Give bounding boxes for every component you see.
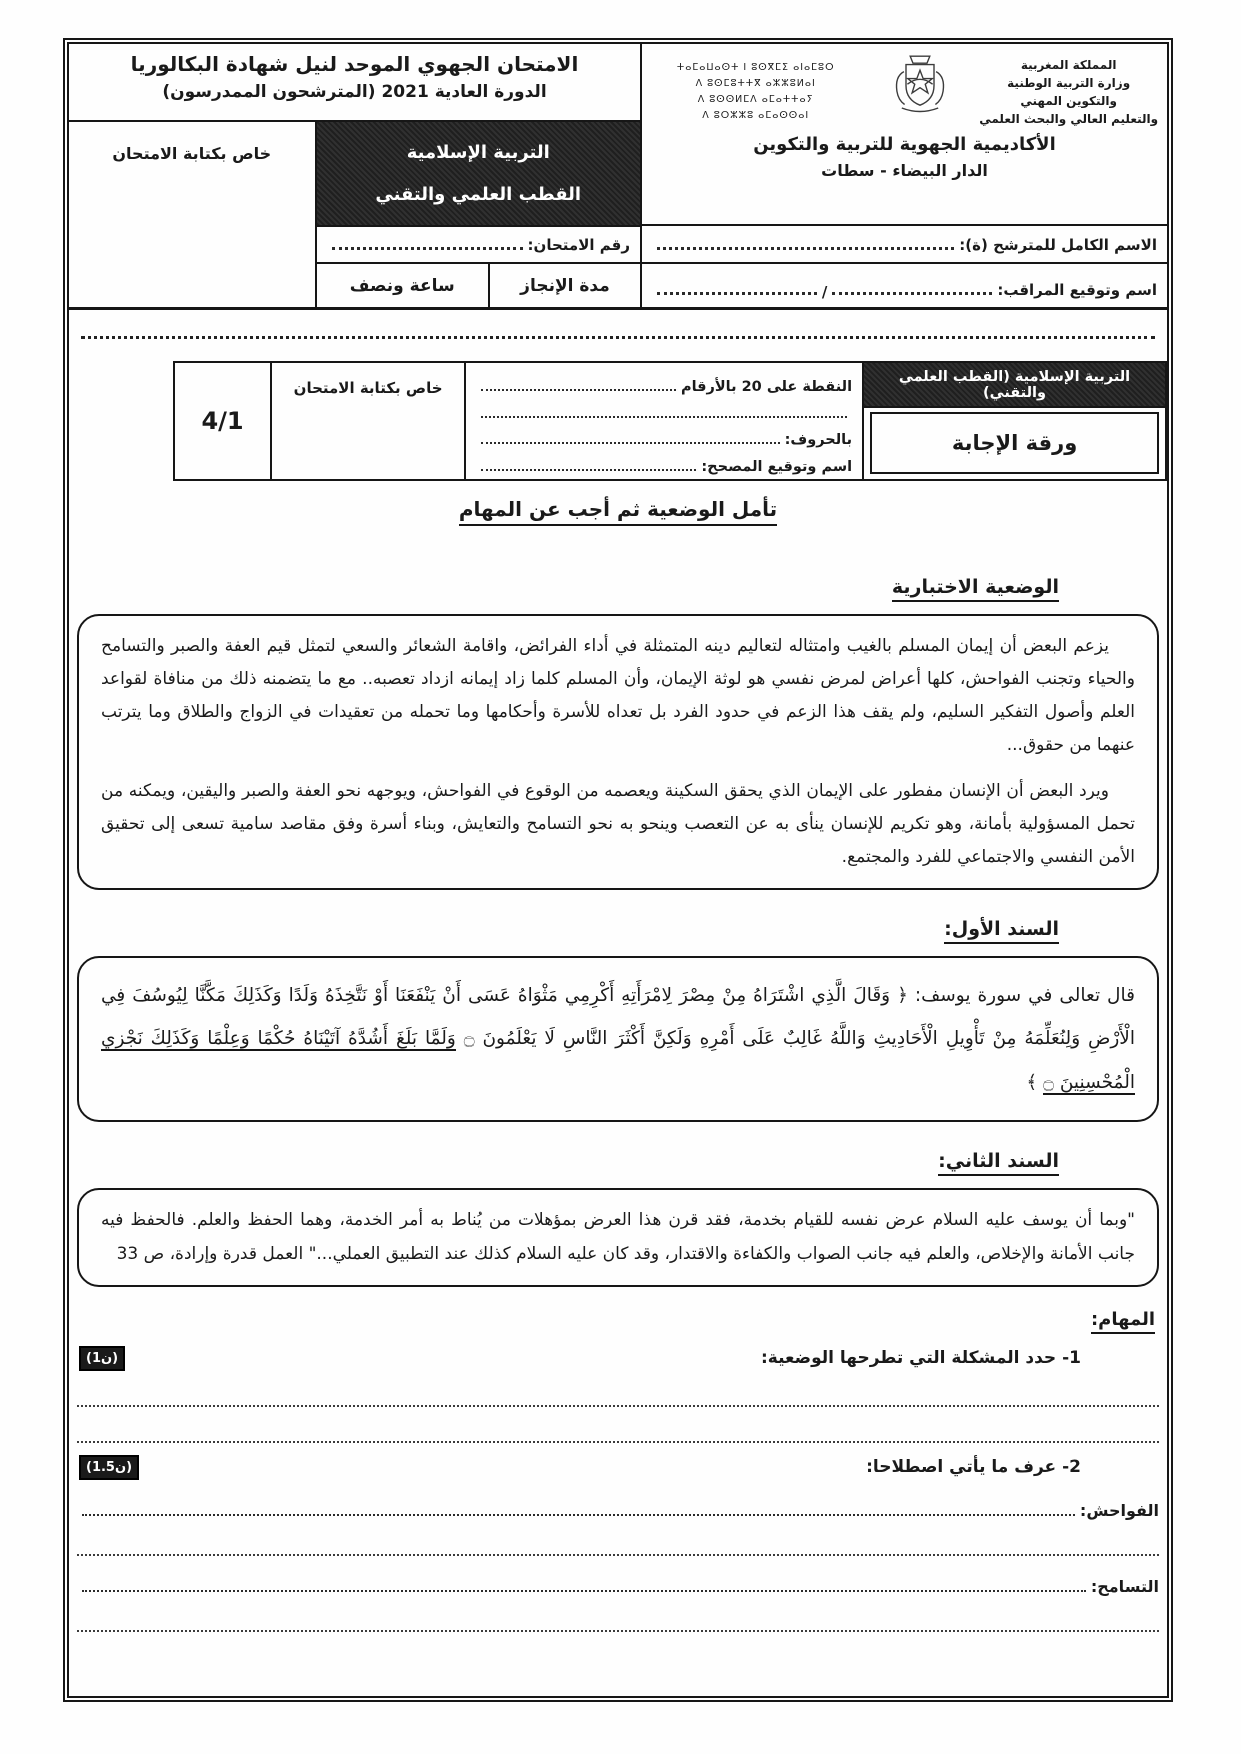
verse-text-underlined: وَلَمَّا بَلَغَ أَشُدَّهُ آتَيْنَاهُ حُكْمًا وَعِلْمًا وَكَذَلِكَ نَجْزِي الْمُحْسِنِينَ ۝ [101,1028,1135,1093]
situation-paragraph-1: يزعم البعض أن إيمان المسلم بالغيب وامتثاله لتعاليم دينه المتمثلة في أداء الفرائض، واقامة الشعائر والسعي لتمثل قيم العفة والصبر والتسامح والحياء وتجنب الفواحش، كلها أعراض لمرض نفسي هو لوثة الإيمان، وأن المسلم كلما زاد إيمانه ازداد تعصبه.. مع ما يتضمنه ذلك من منافاة لقواعد العلم وأصول التفكير السليم، ولم يقف هذا الزعم في حدود الفرد بل تعداه للأسرة وأحكامها وما تحمله من تعقيدات في الزواج والطلاق وما يترتب عنهما من حقوق... [101,636,1135,756]
candidate-name-label: الاسم الكامل للمترشح (ة): [959,236,1157,254]
task-1-points-badge: (ن1) [79,1346,125,1371]
instruction-title: تأمل الوضعية ثم أجب عن المهام [459,497,777,526]
mark-words-label: بالحروف: [784,432,853,449]
kingdom-line: وزارة التربية الوطنية [1007,76,1131,90]
kingdom-line: المملكة المغربية [1020,58,1117,72]
tifinagh-line: ⴷ ⵓⵔⵣⵣⵓ ⴰⵎⴰⵙⵙⴰⵏ [702,110,810,122]
answer-dotted-line [77,1407,1159,1443]
mark-numeric-field [476,369,852,395]
ministry-column [640,44,1167,307]
subject-name: التربية الإسلامية [406,142,550,164]
marker-signature-dotted-line [481,469,696,471]
verse-closing-bracket: ﴾ [1026,1071,1038,1093]
marker-signature-label: اسم وتوقيع المصحح: [701,458,853,475]
exam-title-block [69,44,640,122]
answer-sheet-cell [862,363,1165,479]
duration-value: ساعة ونصف [349,275,455,296]
task-2-text: 2- عرف ما يأتي اصطلاحا: [866,1457,1081,1478]
answer-sheet-label: ورقة الإجابة [951,431,1078,455]
verse-intro: قال تعالى في سورة يوسف: [914,984,1135,1006]
academy-region: الدار البيضاء - سطات [821,161,988,180]
mark-words-field [476,422,852,448]
task-1-text: 1- حدد المشكلة التي تطرحها الوضعية: [761,1348,1081,1369]
task-2-row [79,1455,1157,1480]
sheet-number: 4/1 [201,407,244,435]
exam-header [69,44,1167,310]
marker-signature-field [476,449,852,475]
term-fawahish-label: الفواحش: [1079,1500,1159,1520]
mark-continuation-field [476,396,852,422]
page-frame [63,38,1173,1702]
candidate-name-dotted-line [657,247,954,250]
term-tasamuh-label: التسامح: [1090,1576,1159,1596]
ministry-block [642,44,1167,226]
exam-number-dotted-line [332,247,523,250]
invigilator-label: اسم وتوقيع المراقب: [997,281,1157,299]
mark-continuation-dotted-line [481,416,847,418]
ministry-tifinagh-text [648,52,863,125]
subject-banner [317,122,640,227]
kingdom-line: والتكوين المهني [1020,94,1117,108]
subject-stream: القطب العلمي والتقني [375,183,582,205]
mark-numeric-label: النقطة على 20 بالأرقام [680,379,853,395]
tifinagh-line: ⴷ ⵓⵙⵎⵓⵜⵜⴳ ⴰⵣⵣⵓⵍⴰⵏ [695,78,816,90]
exam-number-field [317,227,640,264]
exam-subheader [69,122,640,307]
answer-sheet-subject-banner: التربية الإسلامية (القطب العلمي والتقني) [864,363,1165,408]
coat-of-arms-logo [869,52,972,122]
score-table [173,361,1167,481]
academy-name: الأكاديمية الجهوية للتربية والتكوين [753,134,1056,155]
tifinagh-line: ⵜⴰⵎⴰⵡⴰⵙⵜ ⵏ ⵓⵙⴳⵎⵉ ⴰⵏⴰⵎⵓⵔ [676,62,835,73]
writing-office-note: خاص بكتابة الامتحان [112,144,272,163]
score-cell [464,363,862,479]
ministry-arabic-text [976,52,1161,128]
invigilator-dotted-line [657,292,817,295]
situation-box [77,614,1159,890]
writing-office-note-2: خاص بكتابة الامتحان [270,363,464,479]
duration-row [317,264,640,307]
tasks-heading: المهام: [1091,1309,1155,1334]
sanad2-text: "وبما أن يوسف عليه السلام عرض نفسه للقيام بخدمة، فقد قرن هذا العرض بمؤهلات من يُناط به أمر الخدمة، وهما الحفظ والعلم. فالحفظ فيه جانب الأمانة والإخلاص، والعلم فيه جانب الصواب والكفاءة والاقتدار، وقد كان عليه السلام كذلك عند التطبيق العملي..." العمل قدرة وإرادة، ص 33 [101,1210,1135,1264]
tifinagh-line: ⴷ ⵓⵙⵙⵍⵎⴷ ⴰⵎⴰⵜⵜⴰⵢ [697,94,814,106]
verse-text: ﴿ وَقَالَ الَّذِي اشْتَرَاهُ مِنْ مِصْرَ لِامْرَأَتِهِ أَكْرِمِي مَثْوَاهُ عَسَى أَنْ يَنْفَعَنَا أَوْ نَتَّخِذَهُ وَلَدًا وَكَذَلِكَ مَكَّنَّا لِيُوسُفَ فِي الْأَرْضِ وَلِنُعَلِّمَهُ مِنْ تَأْوِيلِ الْأَحَادِيثِ وَاللَّهُ غَالِبٌ عَلَى أَمْرِهِ وَلَكِنَّ أَكْثَرَ النَّاسِ لَا يَعْلَمُونَ ۝ [101,984,1135,1050]
task-1-row [79,1346,1157,1371]
sanad2-box [77,1188,1159,1286]
quran-verse-box [77,956,1159,1122]
academy-block [648,134,1161,180]
exam-title: الامتحان الجهوي الموحد لنيل شهادة البكالوريا [130,52,579,76]
situation-paragraph-2: ويرد البعض أن الإنسان مفطور على الإيمان الذي يحقق السكينة ويعصمه من الوقوع في الفواحش، ويوجهه نحو العفة والصبر واليقين، ويمكنه من تحمل المسؤولية بأمانة، وهو تكريم للإنسان ينأى به عن التعصب وينحو به نحو التسامح والتعايش، وبناء أسرة وفق مقاصد سامية تسعى إلى تحقيق الأمن النفسي والاجتماعي للفرد والمجتمع. [101,780,1135,867]
invigilator-separator: / [821,283,828,301]
situation-heading: الوضعية الاختبارية [892,576,1059,602]
sanad2-heading: السند الثاني: [938,1150,1059,1176]
answer-dotted-line [77,1371,1159,1407]
answer-dotted-line [77,1520,1159,1556]
mark-numeric-dotted-line [481,389,676,391]
dotted-separator [81,336,1155,339]
term-fawahish-row [77,1482,1159,1520]
answer-dotted-line [82,1590,1086,1592]
ministry-row [648,52,1161,128]
term-tasamuh-row [77,1558,1159,1596]
exam-column [69,44,640,307]
subject-column [315,122,640,307]
invigilator-dotted-line [832,292,992,295]
answer-dotted-line [82,1514,1075,1516]
invigilator-field [642,264,1167,307]
candidate-name-field [642,226,1167,264]
exam-session: الدورة العادية 2021 (المترشحون الممدرسون) [162,82,547,102]
answer-sheet-box [870,412,1159,474]
answer-dotted-line [77,1596,1159,1632]
mark-words-dotted-line [481,442,780,444]
kingdom-line: والتعليم العالي والبحث العلمي [979,112,1159,126]
duration-label: مدة الإنجاز [488,264,640,307]
exam-number-label: رقم الامتحان: [527,236,630,254]
task-2-points-badge: (ن1.5) [79,1455,139,1480]
sanad1-heading: السند الأول: [944,918,1059,944]
